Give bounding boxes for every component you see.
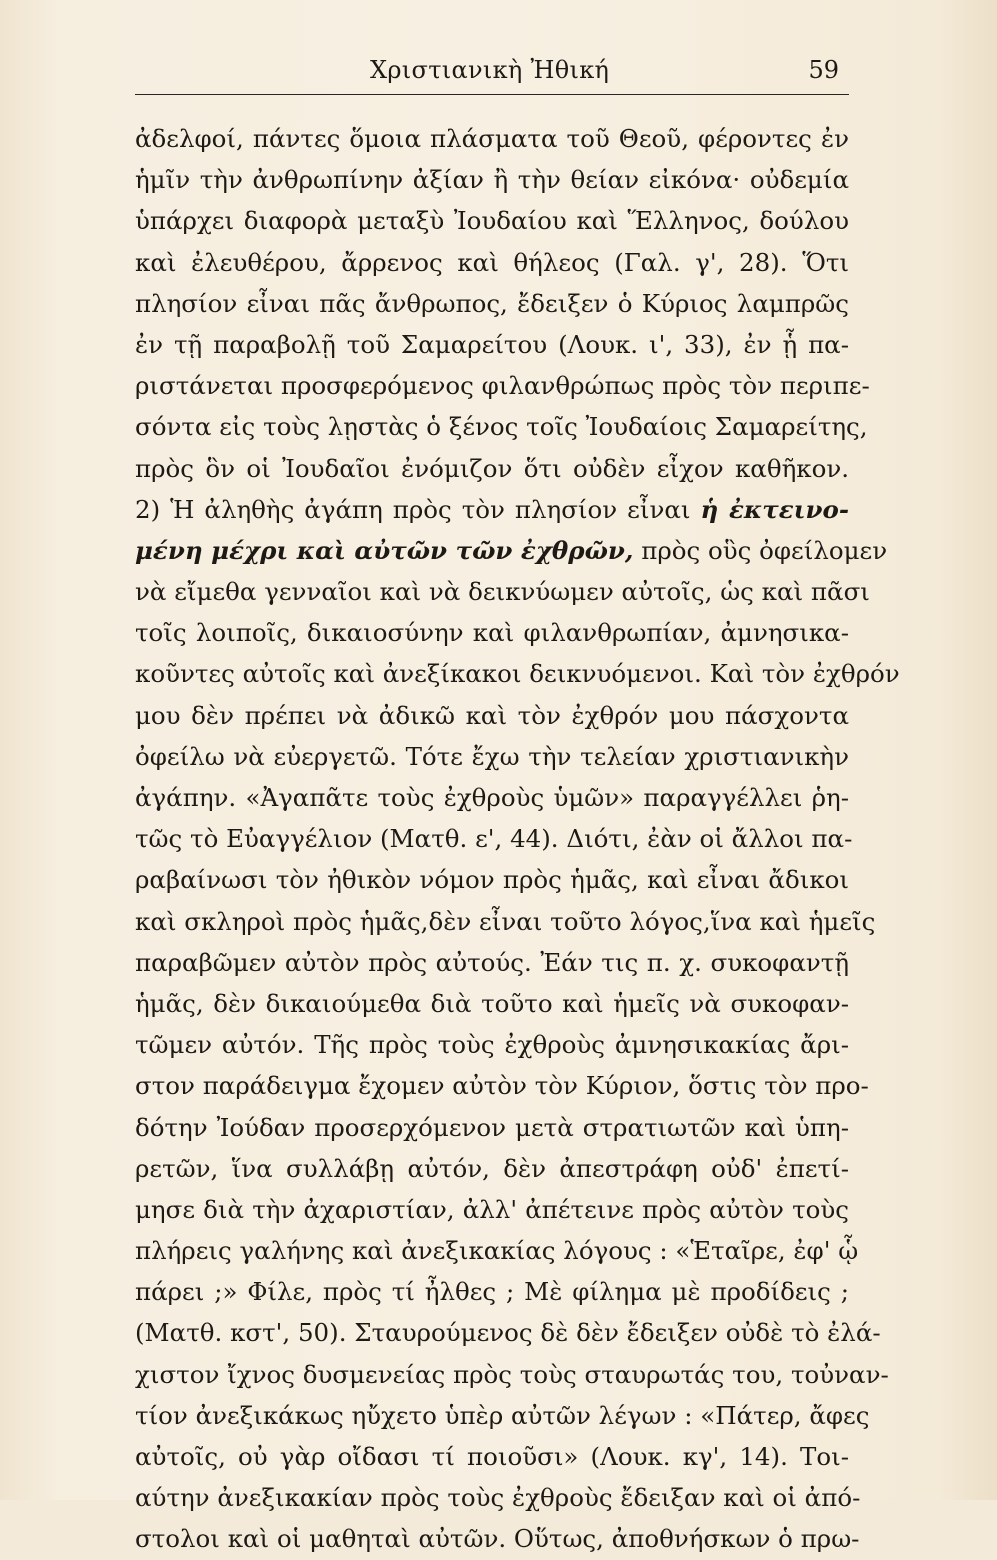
text-line: πλησίον εἶναι πᾶς ἄνθρωπος, ἔδειξεν ὁ Κύριος λαμπρῶς (135, 288, 849, 318)
text-line: ἀδελφοί, πάντες ὅμοια πλάσματα τοῦ Θεοῦ, φέροντες ἐν (135, 124, 849, 153)
text-line: τῶμεν αὐτόν. Τῆς πρὸς τοὺς ἐχθροὺς ἀμνησικακίας ἄρι- (135, 1030, 849, 1060)
text-line: πάρει ;» Φίλε, πρὸς τί ἦλθες ; Μὲ φίλημα μὲ προδίδεις ; (135, 1277, 849, 1307)
text-line: ρετῶν, ἵνα συλλάβῃ αὐτόν, δὲν ἀπεστράφη οὐδ' ἐπετί- (135, 1153, 849, 1183)
text-line: ἀγάπην. «Ἀγαπᾶτε τοὺς ἐχθροὺς ὑμῶν» παραγγέλλει ῥη- (135, 783, 849, 812)
text-line: πλήρεις γαλήνης καὶ ἀνεξικακίας λόγους : «Ἑταῖρε, ἐφ' ᾧ (135, 1236, 859, 1266)
text-line-with-emphasis (135, 530, 888, 571)
text-line: νὰ εἴμεθα γενναῖοι καὶ νὰ δεικνύωμεν αὐτοῖς, ὡς καὶ πᾶσι (135, 577, 870, 607)
text-line: στολοι καὶ οἱ μαθηταὶ αὐτῶν. Οὕτως, ἀποθνήσκων ὁ πρω- (135, 1524, 860, 1554)
text-line: ἡμᾶς, δὲν δικαιούμεθα διὰ τοῦτο καὶ ἡμεῖς νὰ συκοφαν- (135, 988, 849, 1018)
text-line: στον παράδειγμα ἔχομεν αὐτὸν τὸν Κύριον, ὅστις τὸν προ- (135, 1071, 869, 1101)
text-line: ὀφείλω νὰ εὐεργετῶ. Τότε ἔχω τὴν τελείαν χριστιανικὴν (135, 741, 849, 771)
text-line: κοῦντες αὐτοῖς καὶ ἀνεξίκακοι δεικνυόμενοι. Καὶ τὸν ἐχθρόν (135, 659, 900, 689)
text-line: μησε διὰ τὴν ἀχαριστίαν, ἀλλ' ἀπέτεινε πρὸς αὐτὸν τοὺς (135, 1194, 849, 1224)
body-text (135, 118, 900, 1560)
text-line: πρὸς ὃν οἱ Ἰουδαῖοι ἐνόμιζον ὅτι οὐδὲν εἶχον καθῆκον. (135, 453, 849, 483)
text-line: τίον ἀνεξικάκως ηὔχετο ὑπὲρ αὐτῶν λέγων : «Πάτερ, ἄφες (135, 1400, 870, 1430)
text-line: τοῖς λοιποῖς, δικαιοσύνην καὶ φιλανθρωπίαν, ἀμνησικα- (135, 618, 849, 648)
text-line: ὑπάρχει διαφορὰ μεταξὺ Ἰουδαίου καὶ Ἕλληνος, δούλου (135, 206, 849, 236)
text-line: ἐν τῇ παραβολῇ τοῦ Σαμαρείτου (Λουκ. ι', 33), ἐν ᾗ πα- (135, 329, 849, 359)
text-line: ριστάνεται προσφερόμενος φιλανθρώπως πρὸς τὸν περιπε- (135, 371, 870, 401)
text-segment: 2) Ἡ ἀληθὴς ἀγάπη πρὸς τὸν πλησίον εἶναι (135, 494, 691, 524)
text-line: χιστον ἴχνος δυσμενείας πρὸς τοὺς σταυρωτάς του, τοὐναν- (135, 1359, 889, 1389)
text-line: μου δὲν πρέπει νὰ ἀδικῶ καὶ τὸν ἐχθρόν μου πάσχοντα (135, 700, 849, 730)
text-line-with-emphasis (135, 489, 849, 530)
text-segment: πρὸς οὓς ὀφείλομεν (641, 535, 888, 565)
text-line: αύτην ἀνεξικακίαν πρὸς τοὺς ἐχθροὺς ἔδειξαν καὶ οἱ ἀπό- (135, 1483, 861, 1513)
header-rule (135, 94, 849, 95)
text-line: τῶς τὸ Εὐαγγέλιον (Ματθ. ε', 44). Διότι, ἐὰν οἱ ἄλλοι πα- (135, 824, 853, 854)
text-line: (Ματθ. κστ', 50). Σταυρούμενος δὲ δὲν ἔδειξεν οὐδὲ τὸ ἐλά- (135, 1318, 881, 1348)
text-line: ἡμῖν τὴν ἀνθρωπίνην ἀξίαν ἢ τὴν θείαν εἰκόνα· οὐδεμία (135, 165, 849, 195)
text-line: αὐτοῖς, οὐ γὰρ οἴδασι τί ποιοῦσι» (Λουκ. κγ', 14). Τοι- (135, 1442, 849, 1471)
text-line: δότην Ἰούδαν προσερχόμενον μετὰ στρατιωτῶν καὶ ὑπη- (135, 1112, 849, 1142)
text-line: σόντα εἰς τοὺς λῃστὰς ὁ ξένος τοῖς Ἰουδαίοις Σαμαρείτης, (135, 412, 868, 442)
text-line: καὶ σκληροὶ πρὸς ἡμᾶς,δὲν εἶναι τοῦτο λόγος,ἵνα καὶ ἡμεῖς (135, 906, 876, 936)
emphasized-text: ἡ ἐκτεινο- (700, 494, 850, 524)
emphasized-text: μένη μέχρι καὶ αὐτῶν τῶν ἐχθρῶν, (135, 535, 634, 565)
text-line: ραβαίνωσι τὸν ἠθικὸν νόμον πρὸς ἡμᾶς, καὶ εἶναι ἄδικοι (135, 865, 849, 895)
running-title: Χριστιανικὴ Ἠθική (370, 56, 610, 84)
page-number: 59 (808, 56, 839, 84)
text-line: καὶ ἐλευθέρου, ἄρρενος καὶ θήλεος (Γαλ. γ', 28). Ὅτι (135, 247, 849, 277)
text-line: παραβῶμεν αὐτὸν πρὸς αὐτούς. Ἐάν τις π. χ. συκοφαντῇ (135, 947, 849, 977)
running-header (135, 56, 849, 88)
